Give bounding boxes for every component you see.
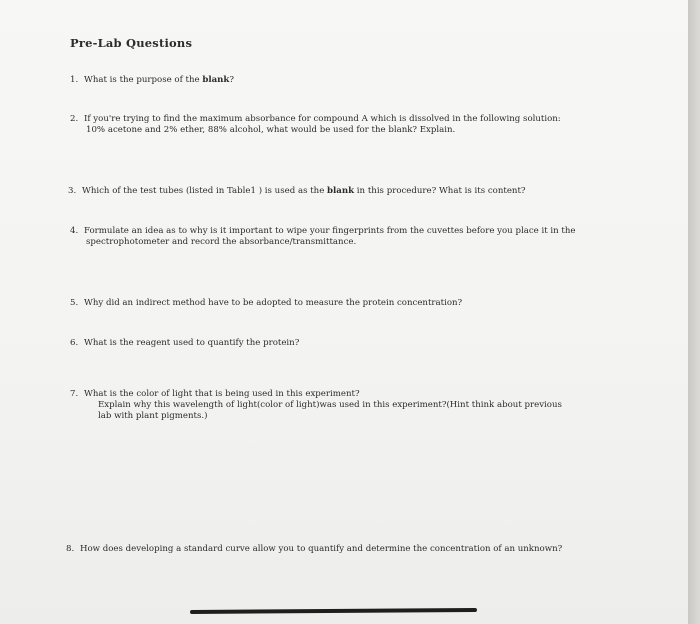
question-4: 4. Formulate an idea as to why is it important to wipe your fingerprints from the cuvettes before you place it in the spectrophotometer and record the absorbance/transmittance.: [70, 226, 576, 247]
question-8: 8. How does developing a standard curve allow you to quantify and determine the concentration of an unknown?: [66, 544, 563, 554]
question-2: 2. If you're trying to find the maximum absorbance for compound A which is dissolved in the following solution: 10% acetone and 2% ether, 88% alcohol, what would be used for the blank? Explain.: [70, 114, 561, 135]
question-7: 7. What is the color of light that is being used in this experiment? Explain why this wavelength of light(color of light)was used in this experiment?(Hint think about previous lab with plant pigments.): [70, 389, 562, 421]
page-edge-shadow: [688, 0, 700, 624]
question-1: 1. What is the purpose of the blank?: [70, 75, 234, 85]
bottom-bar: [190, 608, 477, 614]
question-3: 3. Which of the test tubes (listed in Table1 ) is used as the blank in this procedure? What is its content?: [68, 186, 526, 196]
question-5: 5. Why did an indirect method have to be adopted to measure the protein concentration?: [70, 298, 463, 308]
question-6: 6. What is the reagent used to quantify the protein?: [70, 338, 300, 348]
page-title: Pre-Lab Questions: [70, 36, 193, 50]
